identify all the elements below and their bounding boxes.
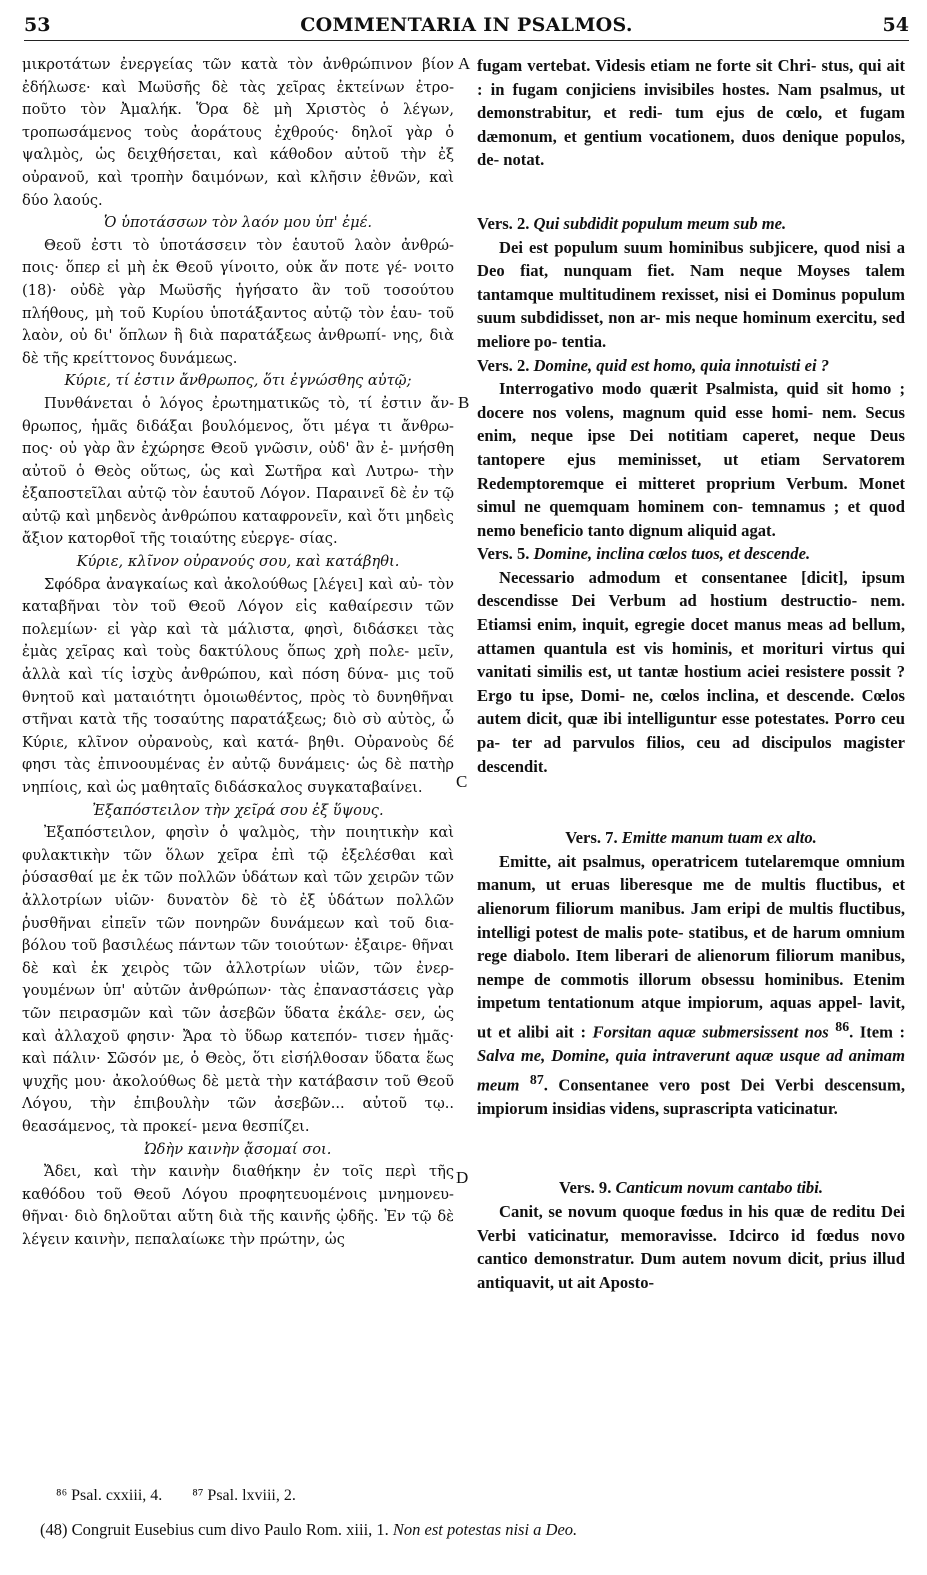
margin-marker: D <box>456 1168 469 1187</box>
verse-heading <box>477 826 905 850</box>
latin-paragraph: Necessario admodum et consentanee [dicit], ipsum descendisse Dei Verbum ad hostium destructio- nem. Etiamsi enim, inquit, egregie docet manus meas ad bellum, attamen quantula est vis hominis, et morituri virtus qui vanitati similis est, ut tantæ hostium aciei resistere possit ? Ergo tu ipse, Domi- ne, cœlos inclina, et descende. Cœlos autem dicit, quæ ibi intelliguntur esse potestates. Porro ceu pa- ter ad parvulos filios, ceu ad discipulos magister descendit. <box>477 567 905 776</box>
greek-paragraph: Θεοῦ ἐστι τὸ ὑποτάσσειν τὸν ἑαυτοῦ λαὸν ἀνθρώ- ποις· ὅπερ εἰ μὴ ἐκ Θεοῦ γίνοιτο, οὐκ ἄν ποτε γέ- νοιτο (18)· οὐδὲ γὰρ Μωϋσῆς ἡγήσατο ἂν τοῦ τοσούτου πλήθους, μὴ τοῦ Κυρίου ὑποτάξαντος αὐτῷ τὸν ἑαυ- τοῦ λαὸν, οὐ δι' ὅπλων ἢ διὰ παρατάξεως ἀνθρωπί- νης, διὰ δὲ τῆς κρείττονος δυνάμεως. <box>22 236 454 367</box>
footnote-label: (48) Congruit Eusebius cum divo Paulo Rom. xiii, 1. <box>40 1520 389 1539</box>
page-header <box>24 12 909 41</box>
latin-column <box>477 54 905 1294</box>
greek-paragraph: Σφόδρα ἀναγκαίως καὶ ἀκολούθως [λέγει] καὶ αὐ- τὸν καταβῆναι τὸν τοῦ Θεοῦ Λόγον εἰς καθαίρεσιν τῶν πολεμίων· εἰ γὰρ καὶ τὰ μάλιστα, φησὶ, διδάσκει τὰς ἐμὰς χεῖρας καὶ τοὺς δακτύλους ὅπως χρὴ πολε- μεῖν, ἀλλὰ καὶ τίς ἰσχὺς ἀνθρώπου, καὶ πόση δύνα- μις τοῦ θνητοῦ καὶ ματαιότητι ὁμοιωθέντος, πρὸς τὸ δυνηθῆναι στῆναι κατὰ τῆς τοσαύτης παρατάξεως; διὸ σὺ αὐτὸς, ὦ Κύριε, κλῖνον οὐρανοὺς, καὶ κατά- βηθι. Οὐρανοὺς δέ φησι τὰς ἐπινοουμένας ἐν αὐτῷ δυνάμεις· ὡς δὲ πατὴρ νηπίοις, καὶ ὡς μαθηταῖς διδάσκαλος συγκαταβαίνει. <box>22 575 454 796</box>
verse-label: Vers. 7. <box>565 828 618 848</box>
footnote-ref-item: ⁸⁷ Psal. lxviii, 2. <box>192 1487 296 1504</box>
greek-verse-heading: Ὠδὴν καινὴν ᾄσομαί σοι. <box>144 1140 332 1158</box>
margin-marker: A <box>458 54 471 73</box>
footnote-ref: 87 <box>529 1071 544 1087</box>
verse-text: Domine, quid est homo, quia innotuisti ei ? <box>533 355 830 375</box>
greek-verse-heading: Κύριε, κλῖνον οὐρανούς σου, καὶ κατάβηθι. <box>76 553 400 571</box>
verse-label: Vers. 2. <box>477 355 530 375</box>
verse-heading <box>477 354 905 378</box>
verse-text: Canticum novum cantabo tibi. <box>615 1178 823 1198</box>
verse-heading <box>477 1176 905 1200</box>
greek-verse-heading: Ὁ ὑποτάσσων τὸν λαόν μου ὑπ' ἐμέ. <box>103 214 373 232</box>
greek-paragraph: Πυνθάνεται ὁ λόγος ἐρωτηματικῶς τὸ, τί ἐστιν ἄν- θρωπος, ἡμᾶς διδάξαι βουλόμενος, ὅτι μέγα τι ἄνθρω- πος· οὐ γὰρ ἂν ἐχώρησε Θεοῦ γνῶσιν, οὐδ' ἂν ἐ- μνήσθη αὐτοῦ ὁ Θεὸς οὕτως, ὡς καὶ Σωτῆρα καὶ Λυτρω- τὴν ἐξαποστεῖλαι αὐτῷ τὸν ἑαυτοῦ Λόγον. Παραινεῖ δὲ ἐν τῷ αὐτῷ καὶ μηδενὸς ἀνθρώπου καταφρονεῖν, καὶ ὅτι μηδεὶς ἄξιον κατορθοῖ τῆς τοιαύτης εὐεργε- σίας. <box>22 394 454 548</box>
verse-heading <box>477 542 905 566</box>
greek-paragraph: Ἐξαπόστειλον, φησὶν ὁ ψαλμὸς, τὴν ποιητικὴν καὶ φυλακτικὴν τῶν ὅλων χεῖρα ἐπὶ τῷ ἐξελέσθαι καὶ ῥύσασθαί με ἐκ τῶν πολλῶν ὑδάτων καὶ τῶν χειρῶν τῶν ἀλλοτρίων υἱῶν· δυνατὸν δὲ τὸ ἐξ ὑδάτων πολλῶν ῥυσθῆναι εἰπεῖν τῶν πονηρῶν δυνάμεων καὶ τοῦ δια- βόλου τοῦ βασιλέως πάντων τῶν τοιούτων· ἐξαιρε- θῆναι δὲ καὶ ἐκ χειρὸς τῶν ἀλλοτρίων υἱῶν, τῶν ἐνερ- γουμένων ὑπ' αὐτῶν ἀνθρώπων· τὰς ἐπαναστάσεις γὰρ τῶν πειρασμῶν καὶ τῶν ἀσεβῶν ὕδατα ἐκάλε- σεν, ὡς καὶ ἀλλαχοῦ φησιν· Ἄρα τὸ ὕδωρ κατεπόν- τισεν ἡμᾶς· καὶ πάλιν· Σῶσόν με, ὁ Θεὸς, ὅτι εἰσήλθοσαν ὕδατα ἕως ψυχῆς μου· ἀκολούθως δὲ μετὰ τὴν κατάβασιν τοῦ Θεοῦ Λόγου, τὴν ἐπιβουλὴν τῶν ἀσεβῶν... αὐτοῦ τῳ.. θεασάμενος, τὰ προκεί- μενα θεσπίζει. <box>22 824 454 1135</box>
page-number-right: 54 <box>882 14 909 36</box>
scripture-quote: Forsitan aquæ submersissent nos <box>592 1022 829 1042</box>
verse-text: Domine, inclina cœlos tuos, et descende. <box>533 544 811 564</box>
verse-heading <box>477 212 905 236</box>
verse-label: Vers. 5. <box>477 544 530 564</box>
greek-paragraph: μικροτάτων ἐνεργείας τῶν κατὰ τὸν ἀνθρώπινον βίον ἐδήλωσε· καὶ Μωϋσῆς δὲ τὰς χεῖρας ἐκτείνων ἐτρο- ποῦτο τὸν Ἀμαλήκ. Ὅρα δὲ μὴ Χριστὸς ὁ λέγων, τροπωσάμενος τοὺς ἀοράτους ἐχθρούς· δηλοῖ γὰρ ὁ ψαλμὸς, ὡς δειχθήσεται, καὶ κάθοδον αὐτοῦ τὴν ἐξ οὐρανοῦ, καὶ τροπὴν δαιμόνων, καὶ κλῆσιν ἐθνῶν, καὶ δύο λαούς. <box>22 56 454 209</box>
margin-marker: C <box>456 772 468 791</box>
latin-paragraph: Canit, se novum quoque fœdus in his quæ de reditu Dei Verbi vaticinatur, memoravisse. Idcirco id fœdus novo cantico demonstratur. Dum autem novum dicit, prius illud antiquavit, ut ait Aposto- <box>477 1202 905 1292</box>
verse-label: Vers. 2. <box>477 213 530 233</box>
scripture-quote: Salva me, Domine, quia intraverunt aquæ usque ad animam meum <box>477 1046 905 1095</box>
verse-label: Vers. 9. <box>558 1178 612 1198</box>
footnote-references <box>56 1487 322 1505</box>
latin-paragraph: Dei est populum suum hominibus subjicere, quod nisi a Deo fiat, nunquam fiet. Nam neque Moyses talem tantamque multitudinem rexisset, nisi ei Dominus populum suum subdidisset, non ar- mis neque hominum exercitu, sed meliore po- tentia. <box>477 237 905 351</box>
greek-verse-heading: Κύριε, τί ἐστιν ἄνθρωπος, ὅτι ἐγνώσθης αὐτῷ; <box>64 372 412 390</box>
latin-paragraph: Interrogativo modo quærit Psalmista, quid sit homo ; docere nos volens, magnum quid esse homi- nem. Secus enim, neque ipse Dei notitiam caperet, neque Deus tantopere ejus meminisset, ut etiam Servatorem Redemptoremque ei mitteret proprium Verbum. Monet simul ne quemquam hominem con- temnamus ; et quod nemo beneficio tanto dignum aliquid agat. <box>477 379 905 540</box>
verse-text: Qui subdidit populum meum sub me. <box>533 213 787 233</box>
editor-footnote <box>40 1520 897 1540</box>
greek-column <box>22 54 454 1251</box>
greek-paragraph: Ἄδει, καὶ τὴν καινὴν διαθήκην ἐν τοῖς περὶ τῆς καθόδου τοῦ Θεοῦ Λόγου προφητευομένοις μνημονευ- θῆναι· διὸ δηλοῦται αὕτη διὰ τῆς καινῆς ᾠδῆς. Ἐν τῷ δὲ λέγειν καινὴν, πεπαλαίωκε τὴν πρώτην, ὡς <box>22 1163 454 1248</box>
greek-verse-heading: Ἐξαπόστειλον τὴν χεῖρά σου ἐξ ὕψους. <box>92 801 384 819</box>
margin-marker: B <box>458 393 470 412</box>
page-number-left: 53 <box>24 14 51 36</box>
verse-text: Emitte manum tuam ex alto. <box>621 828 817 848</box>
footnote-quote: Non est potestas nisi a Deo. <box>392 1520 578 1539</box>
footnote-ref-item: ⁸⁶ Psal. cxxiii, 4. <box>56 1487 163 1504</box>
running-title: COMMENTARIA IN PSALMOS. <box>300 14 633 36</box>
footnote-ref: 86 <box>835 1018 850 1034</box>
latin-paragraph: Emitte, ait psalmus, operatricem tutelaremque omnium manum, ut eruas liberesque me de multis fluctibus, et alienorum filiorum manibus. Jam eripi de multis fluctibus, intelligi potest de malis pote- statibus, et de harum omnium rege diabolo. Item liberari de alienorum filiorum manibus, nempe de commotis illorum obsessu hominibus. Etenim impetum tentationum atque impiorum, aquas appel- lavit, ut et alibi ait : Forsitan aquæ submersissent nos $^{86}$. Item : Salva me, Domine, quia intraverunt aquæ usque ad animam meum $^{87}$. Consentanee vero post Dei Verbi descensum, impiorum insidias videns, suprascripta vaticinatur. <box>477 851 905 1118</box>
latin-paragraph: fugam vertebat. Videsis etiam ne forte sit Chri- stus, qui ait : in fugam conjiciens invisibiles hostes. Nam psalmus, ut demonstrabitur, et redi- tum ejus de cœlo, et fugam dæmonum, et gentium vocationem, duos denique populos, de- notat. <box>477 56 905 170</box>
